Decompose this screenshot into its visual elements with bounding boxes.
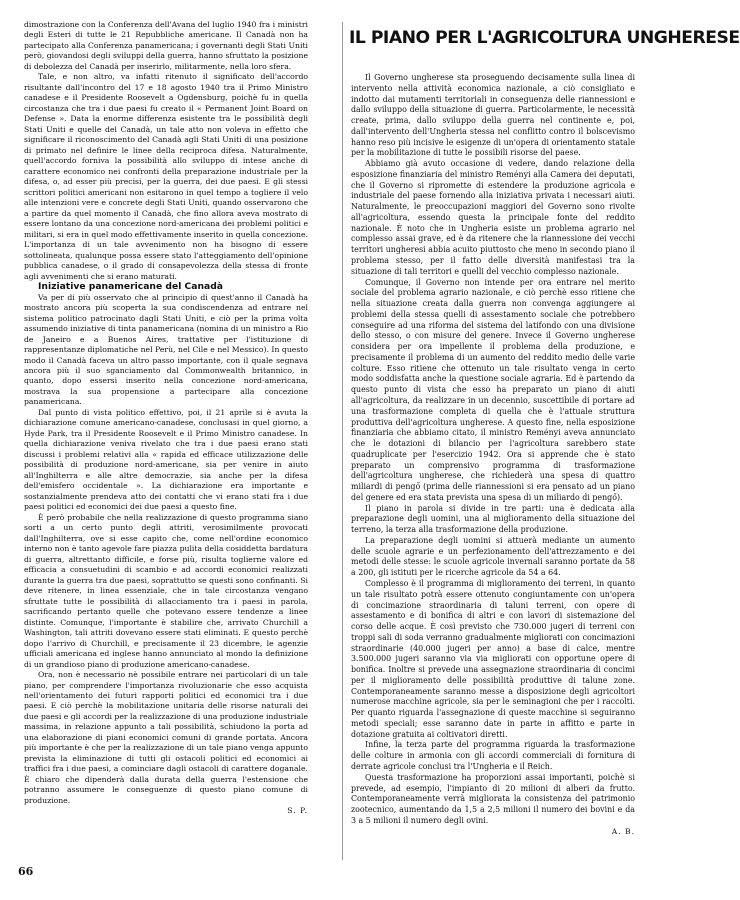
paragraph: Tale, e non altro, va infatti ritenuto il significato dell'accordo risultante dall'incontro del 17 e 18 agosto 1940 tra il Primo Ministro canadese e il Presidente Roosevelt a Ogdensburg, poichè fu in quella circostanza che tra i due paesi fu creato il « Permanent Joint Board on Defense ». Data la enorme differenza esistente tra le possibilità degli Stati Uniti e quelle del Canadà, un tale atto non voleva in effetto che significare il riconoscimento del Canadà agli Stati Uniti di una posizione di primato nel definire le linee della reciproca difesa. Naturalmente, quell'accordo forniva la possibilità allo sviluppo di intese anche di carattere economico nei confronti della preparazione industriale per la difesa, o, ad esser più precisi, per la guerra, dei due paesi. E gli stessi scrittori politici americani non esitarono in quel tempo a togliere il velo alle intenzioni vere e concrete degli Stati Uniti, quando osservarono che a partire da quel momento il Canadà, che fino allora aveva mostrato di essere lontano da una concezione nord-americana dei problemi politici e militari, si era in quel modo effettivamente inserito in quella concezione. L'importanza di un tale avvenimento non ha bisogno di essere sottolineata, qualunque possa essere stato l'atteggiamento dell'opinione pubblica canadese, o il grado di consapevolezza della stessa di fronte agli avvenimenti che si erano maturati.	[24, 72, 308, 281]
left-column	[24, 20, 308, 817]
paragraph: Comunque, il Governo non intende per ora entrare nel merito sociale del problema agrario nazionale, e ciò perchè esso ritiene che nella situazione creata dalla guerra non convenga aggiungere ai problemi della stessa quelli di assestamento sociale che potrebbero conseguire ad una riforma del sistema del latifondo con una divisione dello stesso, o con misure del genere. Invece il Governo ungherese considera per ora impellente il problema della produzione, e precisamente il problema di un aumento del reddito medio delle varie colture. Esso ritiene che ottenuto un tale risultato venga in certo modo soddisfatta anche la questione sociale agraria. Ed è partendo da questo punto di vista che esso ha preparato un piano di aiuti all'agricoltura, da realizzare in un decennio, suscettibile di portare ad una trasformazione completa di quella che è l'attuale struttura produttiva dell'agricoltura ungherese. A questo fine, nella esposizione finanziaria che abbiamo citato, il ministro Reményi aveva annunciato che le dotazioni di bilancio per l'agricoltura sarebbero state quadruplicate per l'esercizio 1942. Ora si apprende che è stato preparato un comprensivo programma di trasformazione dell'agricoltura ungherese, che richiederà una spesa di quattro miliardi di pengő (prima delle riannessioni si era pensato ad un piano del genere ed era stata prevista una spesa di un miliardo di pengő).	[351, 277, 635, 502]
author-signature: A. B.	[611, 826, 635, 836]
paragraph: La preparazione degli uomini si attuerà mediante un aumento delle scuole agrarie e un perfezionamento dell'attrezzamento e dei metodi delle stesse: le scuole agricole invernali saranno portate da 58 a 200, gli istituti per le ricerche agricole da 54 a 64.	[351, 535, 635, 578]
section-subheading: Iniziative panamericane del Canadà	[38, 281, 223, 293]
paragraph: Complesso è il programma di miglioramento dei terreni, in quanto un tale risultato potrà essere ottenuto congiuntamente con un'opera di concimazione straordinaria di taluni terreni, con opere di assestamento e di bonifica di altri e con lavori di sistemazione del corso delle acque. È così previsto che 730.000 jugeri di terreni con troppi sali di soda verranno gradualmente migliorati con concimazioni straordinarie (40.000 jugeri per anno) a base di calce, mentre 3.500.000 jugeri saranno via via migliorati con opportune opere di bonifica. Inoltre si prevede una assegnazione straordinaria di concimi per il miglioramento delle possibilità produttive di talune zone. Contemporaneamente saranno messe a disposizione degli agricoltori numerose macchine agricole, sia per le seminagioni che per i raccolti. Per quanto riguarda l'assegnazione di queste macchine si seguiranno metodi speciali; esse saranno date in parte in affitto e parte in dotazione gratuita ai coltivatori diretti.	[351, 578, 635, 739]
paragraph: Questa trasformazione ha proporzioni assai importanti, poichè si prevede, ad esempio, l'impianto di 20 milioni di alberi da frutto. Contemporaneamente verrà migliorata la consistenza del patrimonio zootecnico, aumentando da 1,5 a 2,5 milioni il numero dei bovini e da 3 a 5 milioni il numero degli ovini.	[351, 772, 635, 825]
paragraph: Abbiamo già avuto occasione di vedere, dando relazione della esposizione finanziaria del ministro Reményi alla Camera dei deputati, che il Governo si ripromette di estendere la produzione agricola e industriale del paese fornendo alla iniziativa privata i necessari aiuti. Naturalmente, le preoccupazioni maggiori del Governo sono rivolte all'agricoltura, essendo questa la principale fonte del reddito nazionale. È noto che in Ungheria esiste un problema agrario nel complesso assai grave, ed è da ritenere che la riannessione dei vecchi territori ungheresi abbia acuito piuttosto che meno in secondo piano il problema stesso, per il fatto delle diversità manifestasi tra la situazione di tali territori e quelli del vecchio complesso nazionale.	[351, 159, 635, 276]
paragraph: Il Governo ungherese sta proseguendo decisamente sulla linea di intervento nella attività economica nazionale, a ciò consigliato e indotto dai mutamenti territoriali in conseguenza delle riannessioni e dallo sviluppo della situazione di guerra. Particolarmente, le necessità create, prima, dallo sviluppo della guerra nel continente e, poi, dall'intervento dell'Ungheria stessa nel conflitto contro il bolscevismo hanno reso più incisive le esigenze di un'opera di orientamento statale per la mobilitazione di tutte le possibili risorse del paese.	[351, 73, 635, 158]
author-signature: S. P.	[287, 806, 308, 816]
paragraph: Il piano in parola si divide in tre parti: una è dedicata alla preparazione degli uomini, una al miglioramento della situazione del terreno, la terza alla trasformazione della produzione.	[351, 503, 635, 535]
right-column	[349, 20, 740, 837]
paragraph: Ora, non è necessario nè possibile entrare nei particolari di un tale piano, per comprendere l'importanza rivoluzionarie che esso acquista nell'orientamento dei futuri rapporti politici ed economici tra i due paesi. E ciò perchè la mobilitazione unitaria delle risorse naturali dei due paesi e gli accordi per la realizzazione di una produzione industriale massima, in relazione appunto a tali possibilità, schiudono la porta ad una elaborazione di piani economici comuni di grande portata. Ancora più importante è che per la realizzazione di un tale piano venga appunto prevista la eliminazione di tutti gli ostacoli politici ed economici ai traffici fra i due paesi, a cominciare dagli ostacoli di carattere doganale. È chiaro che dipenderà dalla durata della guerra l'estensione che potranno assumere le conseguenze di questo piano comune di produzione.	[24, 670, 308, 805]
column-divider	[342, 22, 343, 860]
paragraph: Dal punto di vista politico effettivo, poi, il 21 aprile si è avuta la dichiarazione comune americano-canadese, conclusasi in quel giorno, a Hyde Park, tra il Presidente Roosevelt e il Primo Ministro canadese. In quella dichiarazione veniva rivelato che tra i due paesi erano stati discussi i problemi relativi alla « rapida ed efficace utilizzazione delle possibilità di produzione nord-americane, sia per venire in aiuto all'Inghilterra e alle altre democrazie, sia anche per la difesa dell'emisfero occidentale ». La dichiarazione era importante e sostanzialmente prendeva atto dei contatti che vi erano stati fra i due paesi politici ed economici dei due paesi a questo fine.	[24, 407, 308, 512]
paragraph: Infine, la terza parte del programma riguarda la trasformazione delle colture in armonia con gli accordi commerciali di fornitura di derrate agricole conclusi tra l'Ungheria e il Reich.	[351, 740, 635, 771]
paragraph: È però probabile che nella realizzazione di questo programma siano sorti a un certo punto degli attriti, verosimilmente provocati dall'Inghilterra, ove si esse capito che, come nell'ordine economico interno non è tanto agevole fare piazza pulita della cosiddetta bardatura di guerra, altrettanto difficile, e forse più, risulta toglierne valore ed efficacia a consuetudini di scambio e ad accordi economici realizzati durante la guerra tra due paesi, soprattutto se questi sono confinanti. Si deve ritenere, in linea essenziale, che in tale circostanza vengano sfruttate tutte le possibilità di allacciamento tra i paesi in parola, sacrificando pertanto quelle che potevano essere tendenze a linee distinte. Comunque, l'importante è stabilire che, arrivato Churchill a Washington, tali attriti dovevano essere stati eliminati. E questo perchè dopo l'arrivo di Churchill, e precisamente il 23 dicembre, le agenzie ufficiali americana ed inglese hanno annunciato al mondo la definizione di un grandioso piano di produzione americano-canadese.	[24, 512, 308, 669]
paragraph: dimostrazione con la Conferenza dell'Avana del luglio 1940 fra i ministri degli Esteri di tutte le 21 Repubbliche americane. Il Canadà non ha partecipato alla Conferenza panamericana; i governanti degli Stati Uniti però, giovandosi degli sviluppi della guerra, hanno sfruttato la posizione di debolezza del Canadà per inserirlo, militarmente, nella loro sfera.	[24, 20, 308, 71]
paragraph: Va per di più osservato che al principio di quest'anno il Canadà ha mostrato ancora più scoperta la sua condiscendenza ad entrare nel sistema politico patrocinato dagli Stati Uniti, e ciò per la prima volta assumendo iniziative di tinta panamericana (nomina di un ministro a Rio de Janeiro e a Buenos Aires, trattative per l'istituzione di rappresentanze diplomatiche nel Perù, nel Cile e nel Messico). In questo modo il Canadà faceva un altro passo importante, con il quale segnava ancora più il suo sganciamento dal Commonwealth britannico, in quanto, dopo essersi inserito nella concezione nord-americana, mostrava la sua propensione a partecipare alla concezione panamericana.	[24, 292, 308, 407]
page-number: 66	[18, 865, 34, 878]
article-title: IL PIANO PER L'AGRICOLTURA UNGHERESE	[349, 28, 740, 48]
